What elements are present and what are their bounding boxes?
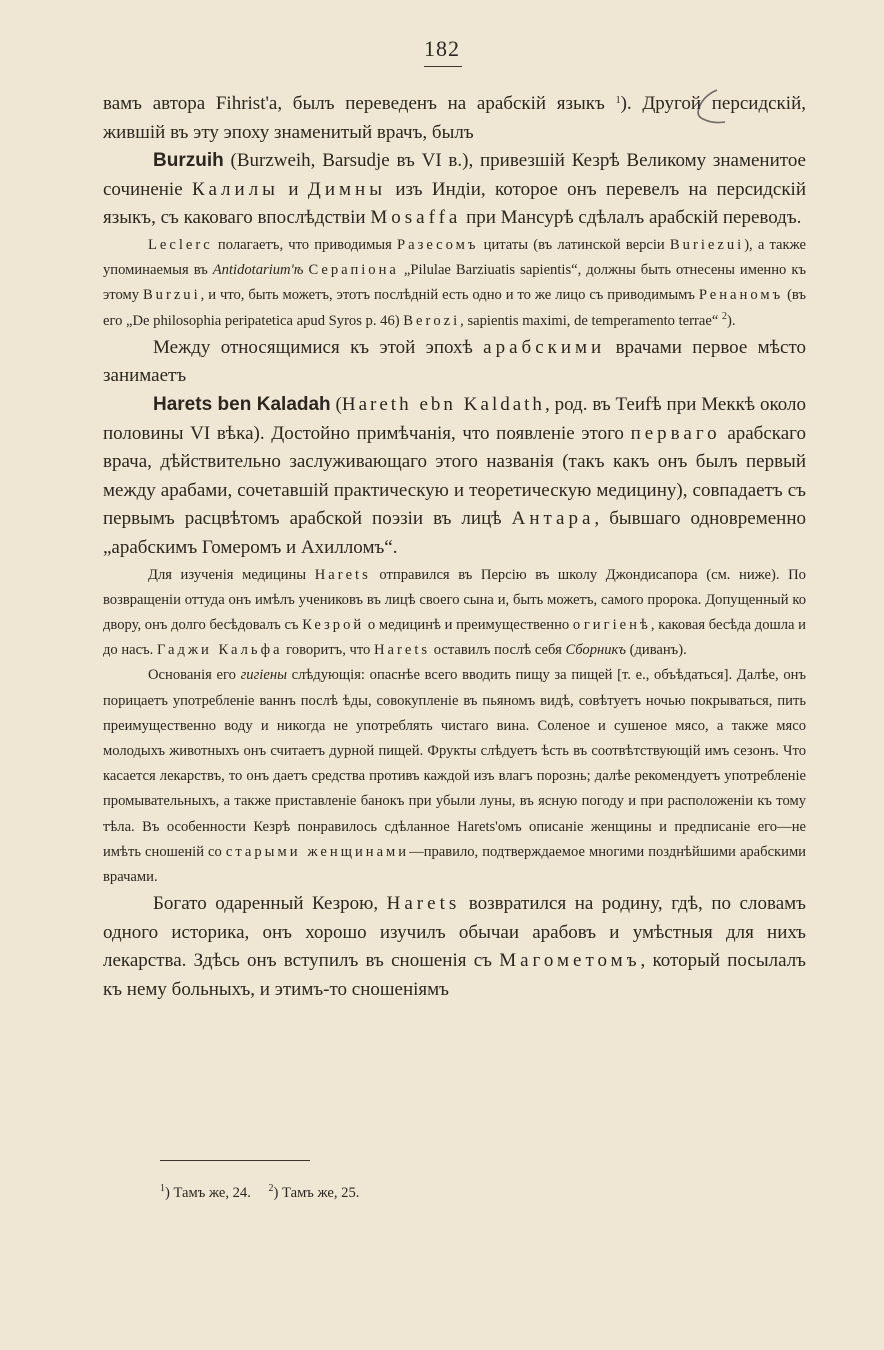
- paragraph-1: вамъ автора Fihrist'a, былъ переведенъ на арабскій языкъ $^1$). Другой персидскій, жившій въ эту эпоху знаменитый врачъ, былъ: [103, 93, 806, 143]
- footnote-ref-2[interactable]: 2: [721, 310, 727, 322]
- paragraph-7: Основанія его гигіены слѣдующія: опаснѣе всего вводить пищу за пищей [т. е., объѣдаться]. Далѣе, онъ порицаетъ употребленіе ваннъ послѣ ѣды, совокупленіе въ пьяномъ видѣ, совѣтуетъ ночью покрываться, пить преимущественно воду и никогда не употреблять чистаго вина. Соленое и сушеное мясо, а также мясо молодыхъ животныхъ онъ считаетъ дурной пищей. Фрукты слѣдуетъ ѣсть въ соотвѣтствующій имъ сезонъ. Что касается лекарствъ, то онъ даетъ средства противъ каждой изъ влагъ порознь; далѣе рекомендуетъ употребленіе промывательныхъ, а также приставленіе банокъ при убыли луны, въ ясную погоду и при расположеніи къ тому тѣла. Въ особенности Кезрѣ понравилось сдѣланное Harets'омъ описаніе женщины и предписаніе его—не имѣть сношеній со старыми женщинами—правило, подтверждаемое многими позднѣйшими арабскими врачами.: [103, 667, 806, 885]
- footnote-rule: [160, 1160, 310, 1161]
- name-harets: Harets ben Kaladah: [153, 393, 331, 415]
- paragraph-4: Между относящимися къ этой эпохѣ арабскими врачами первое мѣсто занимаетъ: [103, 336, 806, 387]
- page-body: [103, 90, 806, 1005]
- paragraph-2: Burzuih (Burzweih, Barsudje въ VI в.), привезшій Кезрѣ Великому знаменитое сочиненіе Калилы и Димны изъ Индіи, которое онъ перевелъ на персидскій языкъ, съ каковаго впослѣдствіи Mosaffa при Мансурѣ сдѣлалъ арабскій переводъ.: [103, 150, 806, 229]
- footnote-1: $^1$) Тамъ же, 24.: [160, 1183, 251, 1201]
- paragraph-5: Harets ben Kaladah (Hareth ebn Kaldath, род. въ Теиfѣ при Меккѣ около половины VI вѣка). Достойно примѣчанія, что появленіе этого перваго арабскаго врача, дѣйствительно заслуживающаго этого названія (такъ какъ онъ былъ первый между арабами, сочетавшій практическую и теоретическую медицину), совпадаетъ съ первымъ расцвѣтомъ арабской поэзіи въ лицѣ Антара, бывшаго одновременно „арабскимъ Гомеромъ и Ахилломъ“.: [103, 393, 806, 558]
- paragraph-8: Богато одаренный Кезрою, Harets возвратился на родину, гдѣ, по словамъ одного историка, онъ хорошо изучилъ обычаи арабовъ и умѣстныя для нихъ лекарства. Здѣсь онъ вступилъ въ сношенія съ Магометомъ, который посылалъ къ нему больныхъ, и этимъ-то сношеніямъ: [103, 893, 806, 1000]
- name-burzuih: Burzuih: [153, 150, 224, 172]
- page-number: 182: [424, 36, 460, 61]
- paragraph-6: Для изученія медицины Harets отправился въ Персію въ школу Джондисапора (см. ниже). По возвращеніи оттуда онъ имѣлъ учениковъ въ лицѣ своего сына и, быть можетъ, самого пророка. Допущенный ко двору, онъ долго бесѣдовалъ съ Кезрой о медицинѣ и преимущественно о гигіенѣ, каковая бесѣда дошла и до насъ. Гаджи Кальфа говоритъ, что Harets оставилъ послѣ себя Сборникъ (диванъ).: [103, 566, 806, 659]
- paragraph-3: Leclerc полагаетъ, что приводимыя Разесомъ цитаты (въ латинской версіи Buriezui), а также упоминаемыя въ Antidotarium'ѣ Серапіона „Pilulae Barziuatis sapientis“, должны быть отнесены именно къ этому Burzui, и что, быть можетъ, этотъ послѣдній есть одно и то же лицо съ приводимымъ Ренаномъ (въ его „De philosophia peripatetica apud Syros p. 46) Berozi, sapientis maximi, de temperamento terrae“ $^2$).: [103, 236, 806, 329]
- footnote-ref-1[interactable]: 1: [615, 95, 621, 106]
- footnotes: [160, 1185, 373, 1202]
- footnote-2: $^2$) Тамъ же, 25.: [268, 1183, 360, 1201]
- page-number-rule: [424, 66, 462, 67]
